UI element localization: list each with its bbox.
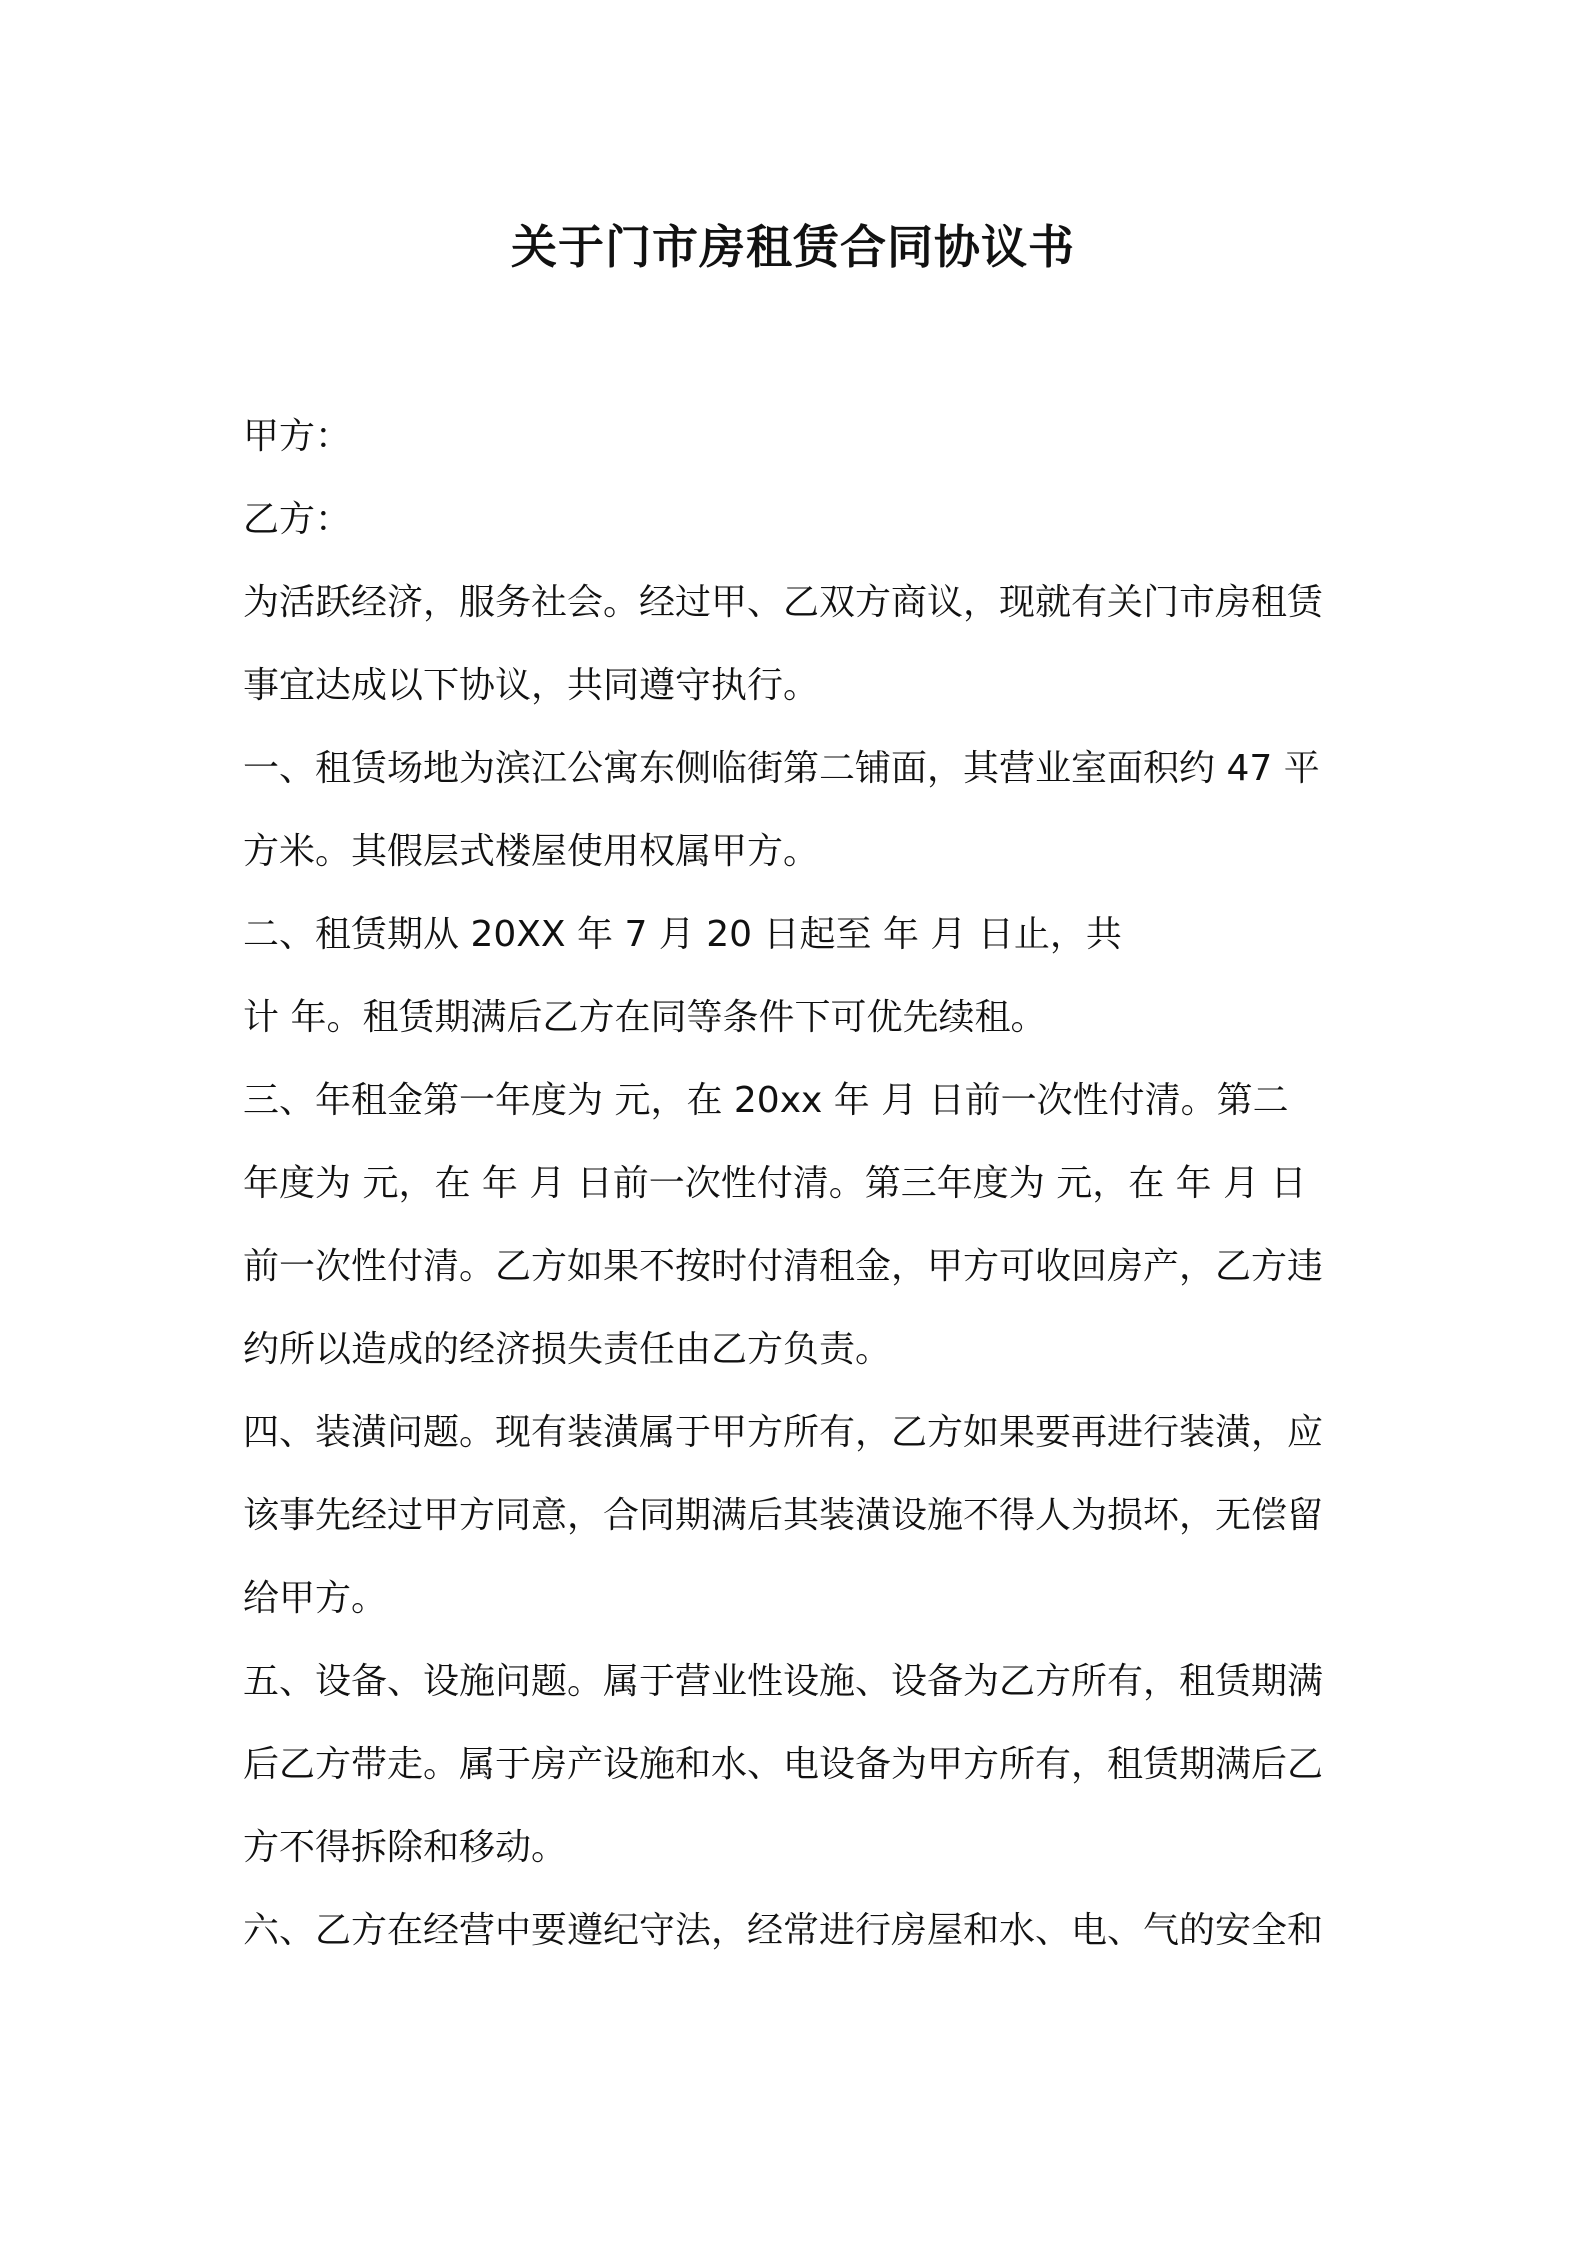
clause-3-line-3: 前一次性付清。乙方如果不按时付清租金，甲方可收回房产，乙方违 [243, 1246, 1324, 1287]
clause-2-line-2: 计 年。租赁期满后乙方在同等条件下可优先续租。 [243, 997, 1047, 1038]
clause-5-line-1: 五、设备、设施问题。属于营业性设施、设备为乙方所有，租赁期满 [243, 1661, 1324, 1702]
preamble-line-1: 为活跃经济，服务社会。经过甲、乙双方商议，现就有关门市房租赁 [243, 582, 1324, 623]
document-title: 关于门市房租赁合同协议书 [511, 220, 1075, 274]
clause-5-line-3: 方不得拆除和移动。 [243, 1827, 568, 1868]
clause-2-line-1: 二、租赁期从 20XX 年 7 月 20 日起至 年 月 日止，共 [243, 914, 1122, 955]
clause-4-line-2: 该事先经过甲方同意，合同期满后其装潢设施不得人为损坏，无偿留 [243, 1495, 1324, 1536]
clause-4-line-1: 四、装潢问题。现有装潢属于甲方所有，乙方如果要再进行装潢，应 [243, 1412, 1324, 1453]
clause-6-line-1: 六、乙方在经营中要遵纪守法，经常进行房屋和水、电、气的安全和 [243, 1910, 1324, 1951]
clause-5-line-2: 后乙方带走。属于房产设施和水、电设备为甲方所有，租赁期满后乙 [243, 1744, 1324, 1785]
party-a-line: 甲方： [243, 416, 352, 457]
clause-3-line-2: 年度为 元，在 年 月 日前一次性付清。第三年度为 元，在 年 月 日 [243, 1163, 1307, 1204]
clause-1-line-2: 方米。其假层式楼屋使用权属甲方。 [243, 831, 820, 872]
party-b-line: 乙方： [243, 499, 352, 540]
clause-4-line-3: 给甲方。 [243, 1578, 388, 1619]
clause-3-line-1: 三、年租金第一年度为 元，在 20xx 年 月 日前一次性付清。第二 [243, 1080, 1289, 1121]
clause-3-line-4: 约所以造成的经济损失责任由乙方负责。 [243, 1329, 892, 1370]
preamble-line-2: 事宜达成以下协议，共同遵守执行。 [243, 665, 820, 706]
document-body [243, 395, 1355, 1972]
clause-1-line-1: 一、租赁场地为滨江公寓东侧临街第二铺面，其营业室面积约 47 平 [243, 748, 1320, 789]
